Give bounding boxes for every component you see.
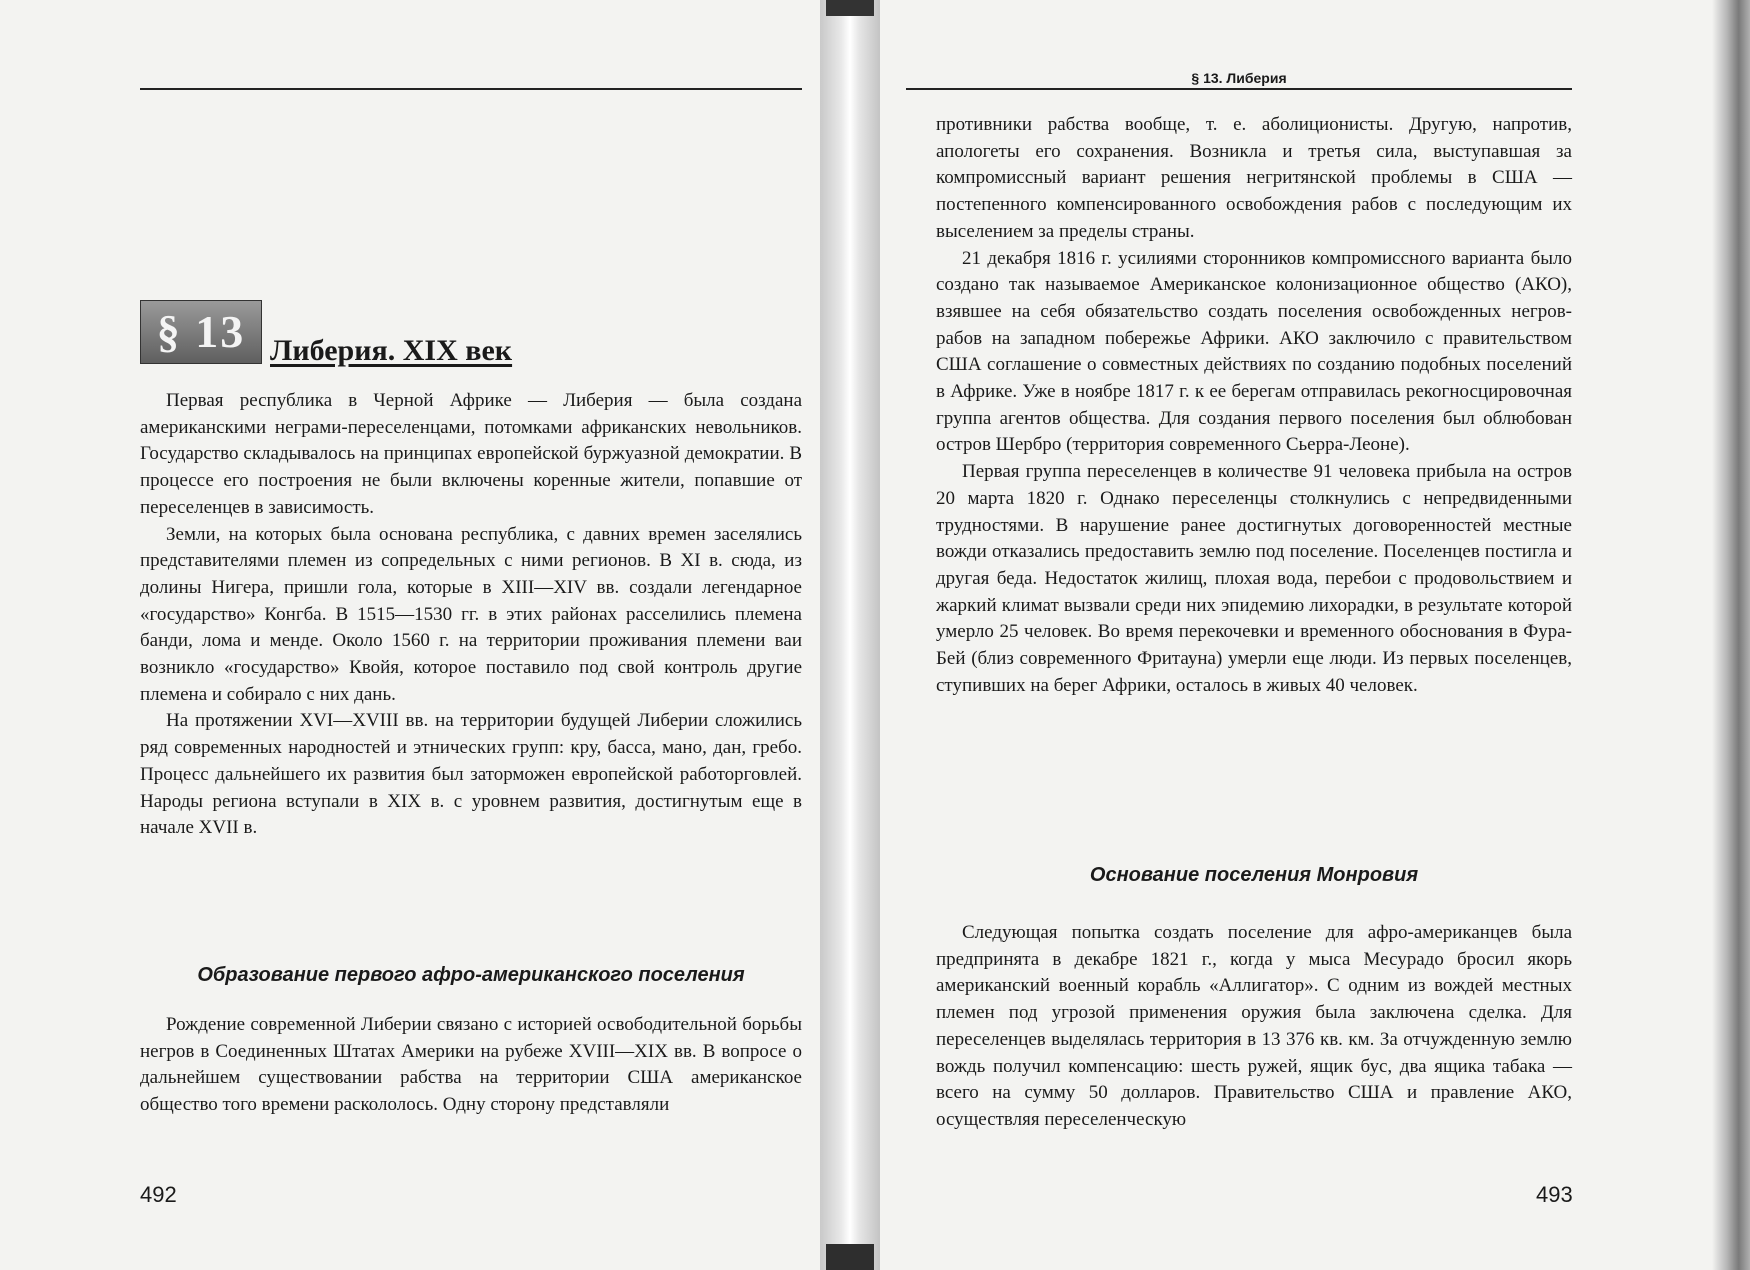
- paragraph: Рождение современной Либерии связано с историей освободительной борьбы негров в Соединенных Штатах Америки на рубеже XVIII—XIX вв. В вопросе о дальнейшем существовании рабства на территории США американское общество того времени раскололось. Одну сторону представляли: [140, 1014, 802, 1116]
- continued-text: [936, 112, 1572, 699]
- header-rule: [140, 88, 802, 90]
- paragraph: Первая группа переселенцев в количестве 91 человека прибыла на остров 20 марта 1820 г. Однако переселенцы столкнулись с непредвиденными трудностями. В нарушение ранее достигнутых договоренностей местные вожди отказались предоставить землю под поселение. Поселенцев постигла и другая беда. Недостаток жилищ, плохая вода, перебои с продовольствием и жаркий климат вызвали среди них эпидемию лихорадки, в результате которой умерло 25 человек. Во время перекочевки и временного обоснования в Фура-Бей (близ современного Фритауна) умерли еще люди. Из первых поселенцев, ступивших на берег Африки, осталось в живых 40 человек.: [936, 461, 1572, 696]
- intro-text: [140, 388, 802, 842]
- gutter-shadow-top: [826, 0, 874, 16]
- paragraph: Первая республика в Черной Африке — Либерия — была создана американскими неграми-переселенцами, потомками африканских невольников. Государство складывалось на принципах европейской буржуазной демократии. В процессе его построения не были включены коренные жители, попавшие от переселенцев в зависимость.: [140, 390, 802, 518]
- subheading: Основание поселения Монровия: [1089, 864, 1419, 886]
- paragraph: Следующая попытка создать поселение для афро-американцев была предпринята в декабре 1821 г., когда у мыса Месурадо бросил якорь американский военный корабль «Аллигатор». С одним из вождей местных племен под угрозой применения оружия была заключена сделка. Для переселенцев выделялась территория в 13 376 кв. км. За отчужденную землю вождь получил компенсацию: шесть ружей, ящик бус, два ящика табака — всего на сумму 50 долларов. Правительство США и правление АКО, осуществляя переселенческую: [936, 922, 1572, 1130]
- right-page: [880, 0, 1750, 1270]
- page-edge-shadow: [1712, 0, 1750, 1270]
- page-number: 493: [1536, 1182, 1573, 1207]
- section-number-badge: § 13: [140, 300, 262, 364]
- paragraph: На протяжении XVI—XVIII вв. на территории будущей Либерии сложились ряд современных народностей и этнических групп: кру, басса, мано, дан, гребо. Процесс дальнейшего их развития был заторможен европейской работорговлей. Народы региона вступали в XIX в. с уровнем развития, достигнутым еще в начале XVII в.: [140, 710, 802, 839]
- page-number: 492: [140, 1182, 177, 1207]
- subheading: Образование первого афро-американского поселения: [197, 964, 745, 986]
- subsection-text: [140, 1012, 802, 1119]
- paragraph: 21 декабря 1816 г. усилиями сторонников компромиссного варианта было создано так называемое Американское колонизационное общество (АКО), взявшее на себя обязательство создать поселения освобожденных негров-рабов на западном побережье Африки. АКО заключило с правительством США соглашение о совместных действиях по созданию подобных поселений в Африке. Уже в ноябре 1817 г. к ее берегам отправилась рекогносцировочная группа агентов общества. Для создания первого поселения был облюбован остров Шербро (территория современного Сьерра-Леоне).: [936, 247, 1572, 456]
- left-page: [0, 0, 820, 1270]
- subsection-text: [936, 920, 1572, 1134]
- paragraph: Земли, на которых была основана республика, с давних времен заселялись представителями племен из сопредельных с ними регионов. В XI в. сюда, из долины Нигера, пришли гола, которые в XIII—XIV вв. создали легендарное «государство» Конгба. В 1515—1530 гг. в этих районах расселились племена банди, лома и менде. Около 1560 г. на территории проживания племени ваи возникло «государство» Квойя, которое поставило под свой контроль другие племена и собирало с них дань.: [140, 523, 802, 705]
- running-head: § 13. Либерия: [1191, 70, 1287, 86]
- book-gutter: [820, 0, 880, 1270]
- header-rule: [906, 88, 1572, 90]
- gutter-shadow-bottom: [826, 1244, 874, 1270]
- paragraph: противники рабства вообще, т. е. аболиционисты. Другую, напротив, апологеты его сохранения. Возникла и третья сила, выступавшая за компромиссный вариант решения негритянской проблемы в США — постепенного компенсированного освобождения рабов с последующим их выселением за пределы страны.: [936, 114, 1572, 242]
- section-title: Либерия. XIX век: [270, 334, 513, 367]
